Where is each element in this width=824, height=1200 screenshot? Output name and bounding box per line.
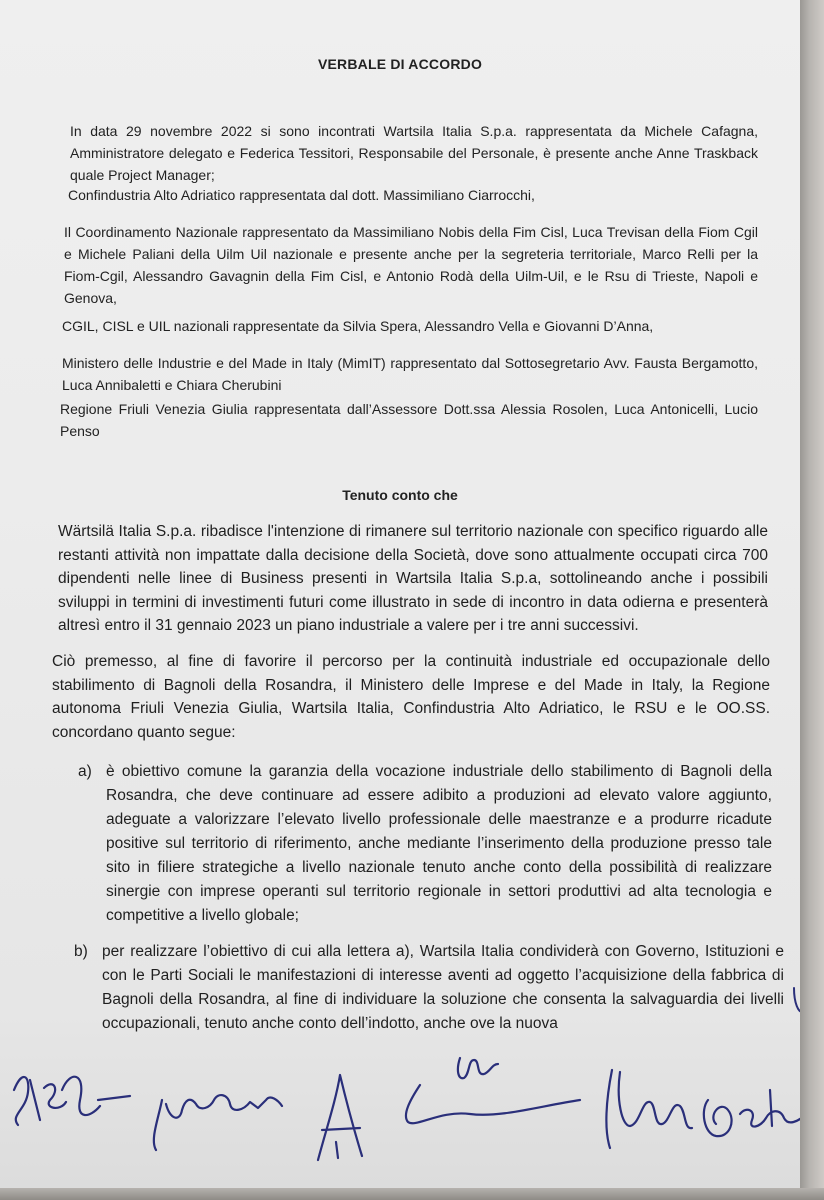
signature-6 [704,1090,800,1136]
signature-1 [14,1077,130,1125]
party-paragraph-6: Regione Friuli Venezia Giulia rappresentata dall’Assessore Dott.ssa Alessia Rosolen, Luca Antonicelli, Lucio Penso [60,401,758,439]
agreement-item-a [78,760,772,928]
agreement-item-b [74,940,784,1036]
document-title: VERBALE DI ACCORDO [317,56,483,72]
background-edge [800,0,824,1200]
party-paragraph-5: Ministero delle Industrie e del Made in Italy (MimIT) rappresentato dal Sottosegretario Avv. Fausta Bergamotto, Luca Annibaletti e Chiara Cherubini [62,355,758,393]
background-bottom [0,1188,824,1200]
item-label: b) [74,943,88,960]
item-text: per realizzare l’obiettivo di cui alla lettera a), Wartsila Italia condividerà con Governo, Istituzioni e con le Parti Sociali le manifestazioni di interesse aventi ad oggetto l’acquisizione della fabbrica di Bagnoli della Rosandra, al fine di individuare la soluzione che consenta la salvaguardia dei livelli occupazionali, tenuto anche conto dell’indotto, anche ove la nuova [102,943,784,1032]
item-label: a) [78,763,92,780]
section-heading: Tenuto conto che [342,487,458,503]
party-paragraph-1: In data 29 novembre 2022 si sono incontrati Wartsila Italia S.p.a. rappresentata da Michele Cafagna, Amministratore delegato e Federica Tessitori, Responsabile del Personale, è presente anche Anne Traskback quale Project Manager; [70,123,758,183]
signature-2 [154,1095,282,1150]
signature-5 [606,1070,692,1148]
party-paragraph-3: Il Coordinamento Nazionale rappresentato da Massimiliano Nobis della Fim Cisl, Luca Trevisan della Fiom Cgil e Michele Paliani della Uilm Uil nazionale e presente anche per la segreteria territoriale, Marco Relli per la Fiom-Cgil, Alessandro Gavagnin della Fim Cisl, e Antonio Rodà della Uilm-Uil, e le Rsu di Trieste, Napoli e Genova, [64,224,758,306]
signature-3 [318,1075,362,1160]
premise-paragraph: Wärtsilä Italia S.p.a. ribadisce l'intenzione di rimanere sul territorio nazionale con specifico riguardo alle restanti attività non impattate dalla decisione della Società, dove sono attualmente occupati circa 700 dipendenti nelle linee di Business presenti in Wartsila Italia S.p.a, sottolineando anche i possibili sviluppi in termini di investimenti futuri come illustrato in sede di incontro in data odierna e presenterà altresì entro il 31 gennaio 2023 un piano industriale a valere per i tre anni successivi. [58,523,768,634]
agreement-intro-paragraph: Ciò premesso, al fine di favorire il percorso per la continuità industriale ed occupazionale dello stabilimento di Bagnoli della Rosandra, il Ministero delle Imprese e del Made in Italy, la Regione autonoma Friuli Venezia Giulia, Wartsila Italia, Confindustria Alto Adriatico, le RSU e le OO.SS. concordano quanto segue: [52,653,770,741]
item-text: è obiettivo comune la garanzia della vocazione industriale dello stabilimento di Bagnoli della Rosandra, che deve continuare ad essere adibito a produzioni ad elevato valore aggiunto, adeguate a valorizzare l’elevato livello professionale delle maestranze e a produrre ricadute positive sul territorio di riferimento, anche mediante l’inserimento della produzione presso tale sito in filiere strategiche a livello nazionale tenuto anche conto della possibilità di realizzare sinergie con imprese operanti sul territorio regionale in settori produttivi ad alta tecnologia e competitive a livello globale; [106,763,772,924]
party-paragraph-2: Confindustria Alto Adriatico rappresentata dal dott. Massimiliano Ciarrocchi, [68,187,535,203]
signatures [0,1030,800,1190]
signature-4 [406,1058,580,1123]
party-paragraph-4: CGIL, CISL e UIL nazionali rappresentate da Silvia Spera, Alessandro Vella e Giovanni D’Anna, [62,318,654,334]
